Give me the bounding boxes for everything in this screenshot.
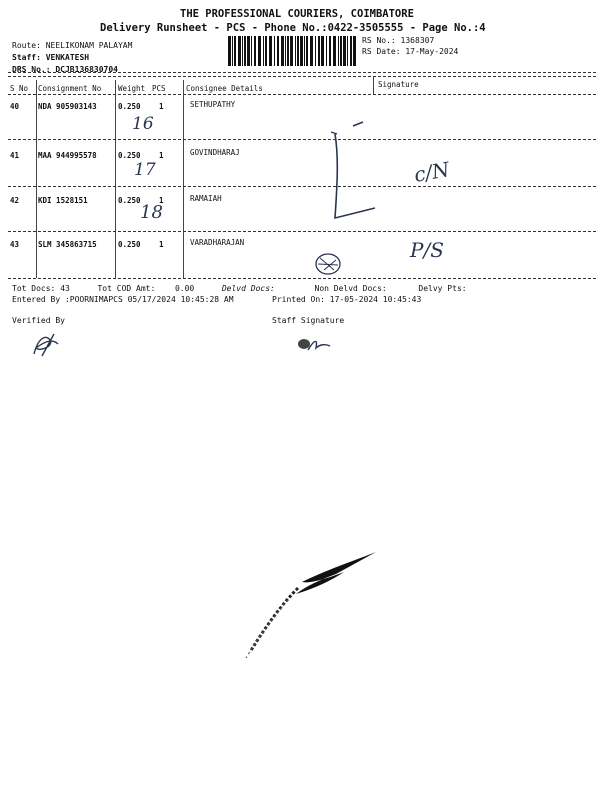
- barcode-bar: [247, 36, 250, 66]
- col-line-2: [115, 80, 116, 278]
- rs-no-line: [362, 36, 434, 45]
- handwritten-note: 17: [134, 160, 156, 180]
- row-consignee: VARADHARAJAN: [190, 238, 245, 247]
- barcode-bar: [258, 36, 261, 66]
- drs-label: DRS No.:: [12, 65, 51, 74]
- runsheet-subtitle: Delivery Runsheet - PCS - Phone No.:0422-3505555 - Page No.:4: [100, 22, 486, 34]
- barcode-bar: [340, 36, 342, 66]
- barcode-bar: [350, 36, 352, 66]
- barcode-bar: [300, 36, 303, 66]
- barcode-bar: [269, 36, 272, 66]
- barcode-bar: [277, 36, 279, 66]
- barcode-bar: [290, 36, 293, 66]
- handwritten-note: 18: [140, 202, 163, 223]
- row-pcs: 1: [159, 102, 164, 111]
- col-line-3: [183, 80, 184, 278]
- header-rule: [8, 94, 596, 95]
- barcode-bar: [285, 36, 286, 66]
- col-line-1: [36, 80, 37, 278]
- barcode-bar: [304, 36, 305, 66]
- handwritten-sign: c/N: [412, 157, 452, 187]
- row-rule: [8, 139, 596, 140]
- route-value: NEELIKONAM PALAYAM: [45, 41, 133, 50]
- row-pcs: 1: [159, 240, 164, 249]
- row-pcs: 1: [159, 196, 164, 205]
- rs-date-line: [362, 47, 458, 56]
- barcode-graphic: [228, 36, 356, 66]
- route-line: [12, 41, 132, 50]
- barcode-bar: [281, 36, 284, 66]
- barcode-bar: [318, 36, 320, 66]
- barcode-bar: [343, 36, 346, 66]
- row-consignee: GOVINDHARAJ: [190, 148, 240, 157]
- row-consignee: RAMAIAH: [190, 194, 222, 203]
- barcode-bar: [238, 36, 241, 66]
- col-pcs: PCS: [152, 84, 166, 93]
- barcode-bar: [329, 36, 331, 66]
- col-line-4: [373, 76, 374, 94]
- staff-signature: [290, 330, 340, 356]
- rs-date-value: 17-May-2024: [405, 47, 459, 56]
- barcode-bar: [263, 36, 264, 66]
- row-pcs: 1: [159, 151, 164, 160]
- col-signature: Signature: [378, 80, 419, 89]
- barcode-bar: [265, 36, 267, 66]
- rs-date-label: RS Date:: [362, 47, 401, 56]
- rs-no-value: 1368307: [400, 36, 435, 45]
- row-rule: [8, 231, 596, 232]
- barcode-bar: [347, 36, 348, 66]
- barcode-bar: [274, 36, 275, 66]
- barcode-bar: [315, 36, 316, 66]
- drs-value: DCJB136830704: [55, 65, 118, 74]
- row-sno: 41: [10, 151, 20, 160]
- verifier-signature: [28, 330, 64, 360]
- barcode-bar: [297, 36, 299, 66]
- row-sno: 42: [10, 196, 20, 205]
- row-consignment: KDI 1528151: [38, 196, 88, 205]
- staff-value: VENKATESH: [45, 53, 90, 62]
- entered-by: Entered By :POORNIMAPCS 05/17/2024 10:45:28 AM: [12, 295, 234, 304]
- row-sno: 43: [10, 240, 20, 249]
- barcode-bar: [295, 36, 296, 66]
- col-sno: S No: [10, 84, 29, 93]
- barcode-bar: [244, 36, 246, 66]
- row-weight: 0.250: [118, 240, 141, 249]
- ink-smudge: [236, 548, 386, 668]
- row-weight: 0.250: [118, 102, 141, 111]
- tot-docs-value: 43: [60, 284, 70, 293]
- row-weight: 0.250: [118, 151, 141, 160]
- route-label: Route:: [12, 41, 41, 50]
- barcode-bar: [232, 36, 233, 66]
- bracket-scribble: [325, 118, 385, 226]
- row-consignee: SETHUPATHY: [190, 100, 236, 109]
- barcode-bar: [326, 36, 327, 66]
- delvy-pts-label: Delvy Pts:: [418, 284, 467, 293]
- barcode-bar: [251, 36, 252, 66]
- top-rule-1: [8, 72, 596, 73]
- non-delvd-label: Non Delvd Docs:: [314, 284, 387, 293]
- stamp-scribble: [312, 250, 346, 278]
- row-sno: 40: [10, 102, 20, 111]
- barcode-bar: [287, 36, 289, 66]
- row-consignment: NDA 905903143: [38, 102, 97, 111]
- col-weight: Weight: [118, 84, 146, 93]
- tot-cod-label: Tot COD Amt:: [97, 284, 156, 293]
- staff-signature-label: Staff Signature: [272, 316, 345, 325]
- barcode-bar: [338, 36, 339, 66]
- barcode-bar: [228, 36, 231, 66]
- company-title: THE PROFESSIONAL COURIERS, COIMBATORE: [180, 8, 414, 20]
- row-consignment: SLM 345863715: [38, 240, 97, 249]
- verified-by-label: Verified By: [12, 316, 65, 325]
- row-weight: 0.250: [118, 196, 141, 205]
- tot-cod-value: 0.00: [174, 284, 195, 293]
- top-rule-2: [8, 76, 596, 77]
- handwritten-sign: P/S: [410, 238, 444, 262]
- totals-line: [12, 284, 467, 293]
- staff-label: Staff:: [12, 53, 41, 62]
- row-consignment: MAA 944995578: [38, 151, 97, 160]
- col-consignment: Consignment No: [38, 84, 102, 93]
- printed-on: Printed On: 17-05-2024 10:45:43: [272, 295, 422, 304]
- handwritten-note: 16: [132, 114, 154, 134]
- col-consignee: Consignee Details: [186, 84, 263, 93]
- row-rule: [8, 278, 596, 279]
- barcode-bar: [353, 36, 356, 66]
- barcode-bar: [306, 36, 308, 66]
- rs-no-label: RS No.:: [362, 36, 396, 45]
- barcode-bar: [321, 36, 324, 66]
- barcode-bar: [234, 36, 236, 66]
- row-rule: [8, 186, 596, 187]
- barcode-bar: [333, 36, 336, 66]
- staff-line: [12, 53, 89, 62]
- delvd-docs-label: Delvd Docs:: [221, 284, 275, 293]
- tot-docs-label: Tot Docs:: [12, 284, 56, 293]
- barcode-bar: [242, 36, 243, 66]
- barcode-bar: [254, 36, 256, 66]
- barcode-bar: [310, 36, 313, 66]
